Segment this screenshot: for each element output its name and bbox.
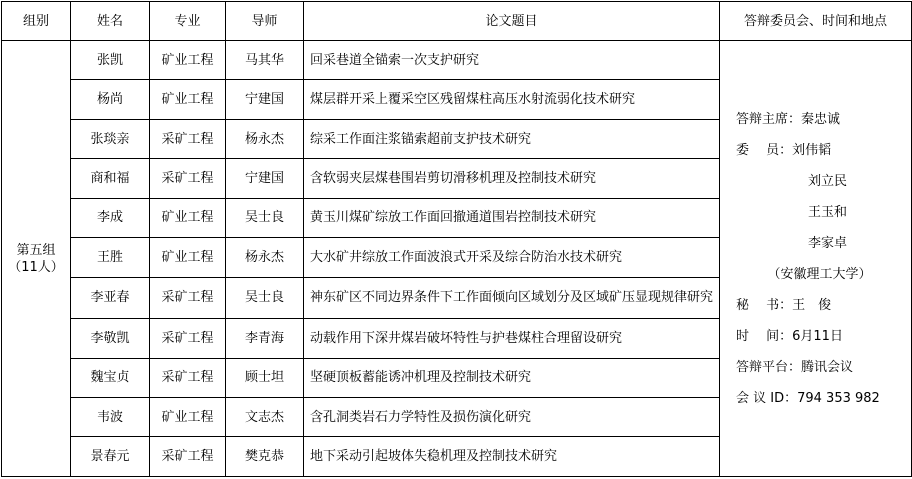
defense-schedule-table — [1, 1, 912, 477]
header-committee: 答辩委员会、时间和地点 — [720, 2, 912, 41]
platform-name: 腾讯会议 — [801, 359, 854, 375]
student-major: 采矿工程 — [150, 319, 226, 358]
student-major: 矿业工程 — [150, 397, 226, 436]
student-name: 李敬凯 — [71, 319, 150, 358]
header-topic: 论文题目 — [304, 2, 720, 41]
student-advisor: 樊克恭 — [226, 437, 304, 477]
committee-platform-line — [736, 352, 903, 383]
committee-chair-line — [736, 104, 903, 135]
group-count: （11人） — [8, 259, 64, 275]
header-name: 姓名 — [71, 2, 150, 41]
student-major: 矿业工程 — [150, 41, 226, 80]
table-body — [2, 41, 912, 477]
header-group: 组别 — [2, 2, 71, 41]
student-name: 商和福 — [71, 159, 150, 198]
header-row — [2, 2, 912, 41]
meeting-id: 794 353 982 — [797, 390, 880, 406]
time-label: 时 间： — [736, 328, 793, 344]
student-advisor: 吴士良 — [226, 198, 304, 237]
thesis-topic: 坚硬顶板蓄能诱冲机理及控制技术研究 — [304, 358, 720, 397]
student-advisor: 文志杰 — [226, 397, 304, 436]
student-name: 杨尚 — [71, 80, 150, 119]
member-name: 王玉和 — [808, 204, 848, 220]
members-label: 委 员： — [736, 142, 793, 158]
committee-cell — [720, 41, 912, 477]
student-advisor: 杨永杰 — [226, 119, 304, 158]
student-advisor: 宁建国 — [226, 159, 304, 198]
student-name: 韦波 — [71, 397, 150, 436]
student-advisor: 吴士良 — [226, 277, 304, 318]
committee-member-line — [736, 166, 903, 197]
thesis-topic: 含软弱夹层煤巷围岩剪切滑移机理及控制技术研究 — [304, 159, 720, 198]
committee-members-line — [736, 135, 903, 166]
student-name: 景春元 — [71, 437, 150, 477]
student-major: 采矿工程 — [150, 277, 226, 318]
thesis-topic: 含孔洞类岩石力学特性及损伤演化研究 — [304, 397, 720, 436]
committee-secretary-line — [736, 290, 903, 321]
thesis-topic: 综采工作面注浆锚索超前支护技术研究 — [304, 119, 720, 158]
student-major: 采矿工程 — [150, 119, 226, 158]
student-name: 李成 — [71, 198, 150, 237]
committee-meeting-line — [736, 383, 903, 414]
platform-label: 答辩平台： — [736, 359, 802, 375]
student-name: 张琰亲 — [71, 119, 150, 158]
student-name: 王胜 — [71, 238, 150, 277]
student-advisor: 马其华 — [226, 41, 304, 80]
secretary-label: 秘 书： — [736, 297, 793, 313]
defense-date: 6月11日 — [792, 328, 843, 344]
committee-member-line — [736, 228, 903, 259]
header-major: 专业 — [150, 2, 226, 41]
committee-affiliation: （安徽理工大学） — [767, 266, 872, 282]
thesis-topic: 神东矿区不同边界条件下工作面倾向区域划分及区域矿压显现规律研究 — [304, 277, 720, 318]
student-advisor: 顾士坦 — [226, 358, 304, 397]
student-name: 张凯 — [71, 41, 150, 80]
thesis-topic: 煤层群开采上覆采空区残留煤柱高压水射流弱化技术研究 — [304, 80, 720, 119]
thesis-topic: 回采巷道全锚索一次支护研究 — [304, 41, 720, 80]
header-advisor: 导师 — [226, 2, 304, 41]
secretary-name: 王 俊 — [792, 297, 832, 313]
student-major: 采矿工程 — [150, 159, 226, 198]
student-advisor: 李青海 — [226, 319, 304, 358]
group-name: 第五组 — [16, 242, 56, 258]
thesis-topic: 大水矿井综放工作面波浪式开采及综合防治水技术研究 — [304, 238, 720, 277]
member-name: 李家卓 — [808, 235, 848, 251]
meeting-id-label: 会 议 ID： — [736, 390, 798, 406]
chair-label: 答辩主席： — [736, 111, 802, 127]
student-name: 李亚春 — [71, 277, 150, 318]
committee-time-line — [736, 321, 903, 352]
committee-member-line — [736, 197, 903, 228]
student-advisor: 宁建国 — [226, 80, 304, 119]
chair-name: 秦忠诚 — [801, 111, 841, 127]
group-cell — [2, 41, 71, 477]
student-major: 采矿工程 — [150, 437, 226, 477]
student-name: 魏宝贞 — [71, 358, 150, 397]
thesis-topic: 地下采动引起坡体失稳机理及控制技术研究 — [304, 437, 720, 477]
student-major: 矿业工程 — [150, 238, 226, 277]
thesis-topic: 动载作用下深井煤岩破坏特性与护巷煤柱合理留设研究 — [304, 319, 720, 358]
member-name: 刘立民 — [808, 173, 848, 189]
thesis-topic: 黄玉川煤矿综放工作面回撤通道围岩控制技术研究 — [304, 198, 720, 237]
table-row — [2, 41, 912, 80]
student-advisor: 杨永杰 — [226, 238, 304, 277]
student-major: 矿业工程 — [150, 80, 226, 119]
student-major: 矿业工程 — [150, 198, 226, 237]
member-name: 刘伟韬 — [792, 142, 832, 158]
student-major: 采矿工程 — [150, 358, 226, 397]
